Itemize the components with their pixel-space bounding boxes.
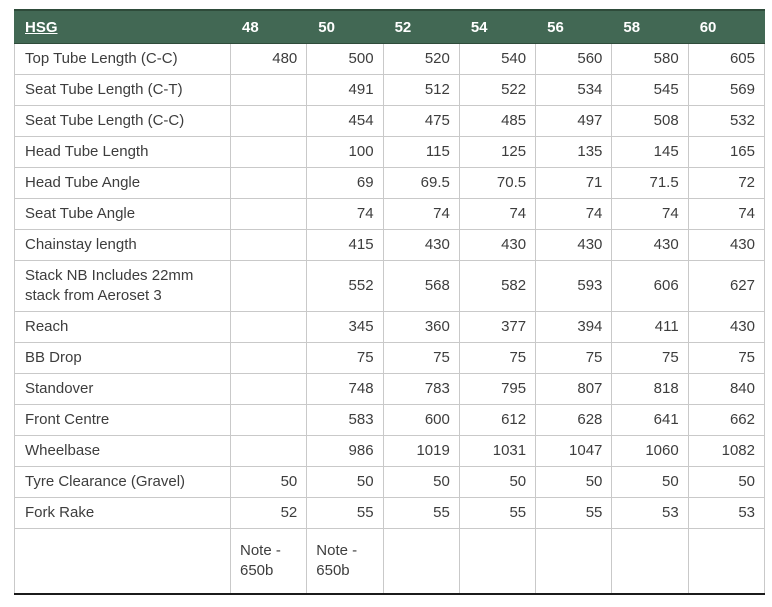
table-cell: 662 xyxy=(688,405,764,436)
table-cell: 568 xyxy=(383,261,459,312)
table-cell: 593 xyxy=(536,261,612,312)
table-row xyxy=(15,261,765,312)
table-cell: 612 xyxy=(459,405,535,436)
row-label: Front Centre xyxy=(15,405,231,436)
table-cell: 430 xyxy=(383,230,459,261)
table-cell: 53 xyxy=(688,498,764,529)
table-cell: 55 xyxy=(536,498,612,529)
table-cell: 50 xyxy=(612,467,688,498)
row-label: Head Tube Angle xyxy=(15,168,231,199)
table-cell xyxy=(231,199,307,230)
table-cell: 1060 xyxy=(612,436,688,467)
table-cell: 430 xyxy=(688,312,764,343)
table-row xyxy=(15,137,765,168)
table-row xyxy=(15,436,765,467)
table-cell: 75 xyxy=(688,343,764,374)
table-cell: 55 xyxy=(459,498,535,529)
table-cell: 552 xyxy=(307,261,383,312)
table-cell: 430 xyxy=(459,230,535,261)
table-cell: 532 xyxy=(688,106,764,137)
table-cell: 360 xyxy=(383,312,459,343)
table-cell: 454 xyxy=(307,106,383,137)
table-cell xyxy=(231,436,307,467)
table-cell: 50 xyxy=(688,467,764,498)
table-cell: 52 xyxy=(231,498,307,529)
table-cell: 1082 xyxy=(688,436,764,467)
table-cell: 74 xyxy=(688,199,764,230)
table-row xyxy=(15,374,765,405)
table-row xyxy=(15,405,765,436)
table-cell: 394 xyxy=(536,312,612,343)
column-header: 60 xyxy=(688,10,764,44)
table-cell: 569 xyxy=(688,75,764,106)
table-row xyxy=(15,199,765,230)
column-header: 58 xyxy=(612,10,688,44)
table-cell: 377 xyxy=(459,312,535,343)
row-label: Standover xyxy=(15,374,231,405)
row-label: Seat Tube Length (C-C) xyxy=(15,106,231,137)
table-cell: 545 xyxy=(612,75,688,106)
table-cell: 55 xyxy=(307,498,383,529)
row-label: Seat Tube Angle xyxy=(15,199,231,230)
table-cell: 50 xyxy=(383,467,459,498)
table-cell: Note - 650b xyxy=(231,529,307,595)
table-cell: 69 xyxy=(307,168,383,199)
table-cell: 75 xyxy=(383,343,459,374)
table-cell: 430 xyxy=(612,230,688,261)
table-cell: 497 xyxy=(536,106,612,137)
table-cell: 582 xyxy=(459,261,535,312)
table-cell xyxy=(536,529,612,595)
table-cell: 540 xyxy=(459,44,535,75)
table-cell xyxy=(459,529,535,595)
table-cell: 74 xyxy=(383,199,459,230)
table-cell: 480 xyxy=(231,44,307,75)
table-row xyxy=(15,230,765,261)
table-cell: 1047 xyxy=(536,436,612,467)
table-row xyxy=(15,343,765,374)
table-cell: 1031 xyxy=(459,436,535,467)
table-cell: 605 xyxy=(688,44,764,75)
table-cell: 75 xyxy=(612,343,688,374)
table-cell: 783 xyxy=(383,374,459,405)
table-cell: 74 xyxy=(307,199,383,230)
table-cell: 415 xyxy=(307,230,383,261)
table-cell: 807 xyxy=(536,374,612,405)
table-cell: 795 xyxy=(459,374,535,405)
table-cell xyxy=(231,106,307,137)
table-cell xyxy=(231,374,307,405)
table-row xyxy=(15,529,765,595)
row-label: Top Tube Length (C-C) xyxy=(15,44,231,75)
table-cell: 70.5 xyxy=(459,168,535,199)
table-header xyxy=(15,10,765,44)
table-row xyxy=(15,168,765,199)
column-header: 56 xyxy=(536,10,612,44)
table-body xyxy=(15,44,765,595)
table-cell: 512 xyxy=(383,75,459,106)
header-row xyxy=(15,10,765,44)
table-cell: 522 xyxy=(459,75,535,106)
row-label xyxy=(15,529,231,595)
table-cell: 50 xyxy=(307,467,383,498)
table-cell xyxy=(231,230,307,261)
table-cell: 491 xyxy=(307,75,383,106)
header-label-hsg: HSG xyxy=(15,10,231,44)
table-row xyxy=(15,498,765,529)
table-cell: 125 xyxy=(459,137,535,168)
table-cell xyxy=(231,405,307,436)
row-label: Reach xyxy=(15,312,231,343)
table-cell: 145 xyxy=(612,137,688,168)
row-label: Fork Rake xyxy=(15,498,231,529)
table-cell: 69.5 xyxy=(383,168,459,199)
table-cell: 72 xyxy=(688,168,764,199)
table-cell: 50 xyxy=(231,467,307,498)
table-cell: 50 xyxy=(459,467,535,498)
table-row xyxy=(15,312,765,343)
table-cell: 71 xyxy=(536,168,612,199)
table-row xyxy=(15,106,765,137)
table-cell: 475 xyxy=(383,106,459,137)
table-cell xyxy=(688,529,764,595)
table-cell xyxy=(231,137,307,168)
table-row xyxy=(15,467,765,498)
table-cell: 1019 xyxy=(383,436,459,467)
table-cell: 641 xyxy=(612,405,688,436)
column-header: 52 xyxy=(383,10,459,44)
table-cell: 580 xyxy=(612,44,688,75)
table-cell xyxy=(231,261,307,312)
table-cell xyxy=(231,343,307,374)
table-cell: 345 xyxy=(307,312,383,343)
table-cell: 606 xyxy=(612,261,688,312)
table-cell: 560 xyxy=(536,44,612,75)
table-cell: 520 xyxy=(383,44,459,75)
table-cell: 115 xyxy=(383,137,459,168)
table-cell: 74 xyxy=(536,199,612,230)
table-cell xyxy=(231,168,307,199)
table-cell xyxy=(612,529,688,595)
table-cell: 50 xyxy=(536,467,612,498)
geometry-table xyxy=(14,9,765,595)
table-cell: 627 xyxy=(688,261,764,312)
table-cell: 71.5 xyxy=(612,168,688,199)
column-header: 50 xyxy=(307,10,383,44)
column-header: 48 xyxy=(231,10,307,44)
table-cell: 55 xyxy=(383,498,459,529)
table-cell: 430 xyxy=(688,230,764,261)
row-label: BB Drop xyxy=(15,343,231,374)
table-cell: 135 xyxy=(536,137,612,168)
column-header: 54 xyxy=(459,10,535,44)
table-cell: 430 xyxy=(536,230,612,261)
table-cell: 508 xyxy=(612,106,688,137)
table-cell: 583 xyxy=(307,405,383,436)
table-cell: 818 xyxy=(612,374,688,405)
table-cell: 986 xyxy=(307,436,383,467)
table-cell: 74 xyxy=(459,199,535,230)
table-cell: 748 xyxy=(307,374,383,405)
table-cell xyxy=(231,75,307,106)
table-cell: 600 xyxy=(383,405,459,436)
table-cell: 100 xyxy=(307,137,383,168)
table-row xyxy=(15,44,765,75)
table-cell: 534 xyxy=(536,75,612,106)
row-label: Tyre Clearance (Gravel) xyxy=(15,467,231,498)
row-label: Wheelbase xyxy=(15,436,231,467)
table-cell: 628 xyxy=(536,405,612,436)
row-label: Stack NB Includes 22mm stack from Aeroset 3 xyxy=(15,261,231,312)
table-cell xyxy=(383,529,459,595)
table-cell: 75 xyxy=(459,343,535,374)
table-cell: 500 xyxy=(307,44,383,75)
table-cell: Note - 650b xyxy=(307,529,383,595)
table-cell: 485 xyxy=(459,106,535,137)
table-cell: 74 xyxy=(612,199,688,230)
row-label: Head Tube Length xyxy=(15,137,231,168)
row-label: Chainstay length xyxy=(15,230,231,261)
table-row xyxy=(15,75,765,106)
table-cell: 165 xyxy=(688,137,764,168)
table-cell: 75 xyxy=(536,343,612,374)
table-cell xyxy=(231,312,307,343)
table-cell: 411 xyxy=(612,312,688,343)
table-cell: 75 xyxy=(307,343,383,374)
table-cell: 840 xyxy=(688,374,764,405)
table-cell: 53 xyxy=(612,498,688,529)
row-label: Seat Tube Length (C-T) xyxy=(15,75,231,106)
